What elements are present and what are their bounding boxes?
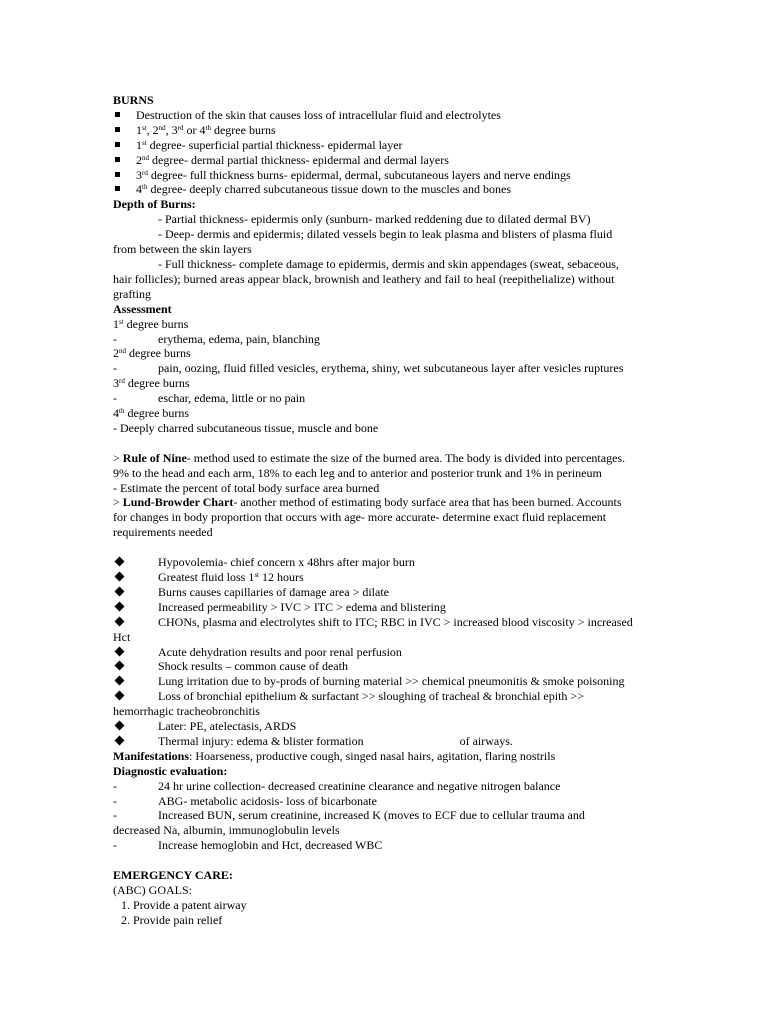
doc-title: BURNS: [113, 93, 154, 107]
list-item: Burns causes capillaries of damage area > dilate: [113, 585, 658, 600]
list-item: 4th degree- deeply charred subcutaneous tissue down to the muscles and bones: [113, 182, 658, 197]
depth-full-cont: grafting: [113, 286, 151, 301]
diagnostic-item: - ABG- metabolic acidosis- loss of bicarbonate: [113, 793, 377, 808]
assessment-degree: 3rd degree burns: [113, 376, 190, 391]
diamond-bullet-icon: [113, 689, 158, 704]
depth-deep-cont: from between the skin layers: [113, 242, 252, 257]
document-page: [113, 93, 658, 928]
diamond-bullet-icon: [113, 585, 158, 600]
list-item-cont: hemorrhagic tracheobronchitis: [113, 704, 260, 719]
assessment-heading: Assessment: [113, 301, 172, 316]
diagnostic-item: - Increased BUN, serum creatinine, increased K (moves to ECF due to cellular trauma and: [113, 808, 585, 823]
estimate-text: - Estimate the percent of total body surface area burned: [113, 480, 380, 495]
list-item: Later: PE, atelectasis, ARDS: [113, 719, 658, 734]
depth-deep: - Deep- dermis and epidermis; dilated vessels begin to leak plasma and blisters of plasma fluid: [158, 227, 613, 242]
list-item: 1st degree- superficial partial thickness- epidermal layer: [113, 138, 658, 153]
diamond-bullet-icon: [113, 674, 158, 689]
depth-full-cont: hair follicles); burned areas appear black, brownish and leathery and fail to heal (reepithelialize) without: [113, 271, 615, 286]
diamond-bullet-icon: [113, 600, 158, 615]
diagnostic-item: - 24 hr urine collection- decreased creatinine clearance and negative nitrogen balance: [113, 778, 561, 793]
list-item-cont: Hct: [113, 629, 131, 644]
list-item: Hypovolemia- chief concern x 48hrs after major burn: [113, 555, 658, 570]
manifestations: Manifestations: Hoarseness, productive cough, singed nasal hairs, agitation, flaring nostrils: [113, 748, 556, 763]
list-item: Greatest fluid loss 1st 12 hours: [113, 570, 658, 585]
diamond-bullet-icon: [113, 659, 158, 674]
goal-item: 1. Provide a patent airway: [121, 897, 247, 912]
depth-partial: - Partial thickness- epidermis only (sunburn- marked reddening due to dilated dermal BV): [158, 212, 591, 227]
assessment-degree: 1st degree burns: [113, 316, 189, 331]
depth-full: - Full thickness- complete damage to epidermis, dermis and skin appendages (sweat, sebaceous,: [158, 256, 619, 271]
rule-of-nine: > Rule of Nine- method used to estimate the size of the burned area. The body is divided into percentages.: [113, 450, 626, 465]
goal-item: 2. Provide pain relief: [121, 912, 223, 927]
assessment-degree: 4th degree burns: [113, 406, 190, 421]
rule-of-nine-cont: 9% to the head and each arm, 18% to each leg and to anterior and posterior trunk and 1% in perineum: [113, 465, 602, 480]
list-item: Destruction of the skin that causes loss of intracellular fluid and electrolytes: [113, 108, 658, 123]
list-item: Shock results – common cause of death: [113, 659, 658, 674]
square-bullet-icon: [113, 168, 136, 183]
diamond-bullet-icon: [113, 555, 158, 570]
diamond-bullet-icon: [113, 615, 158, 630]
goals-heading: (ABC) GOALS:: [113, 882, 193, 897]
list-item: Loss of bronchial epithelium & surfactant >> sloughing of tracheal & bronchial epith >>: [113, 689, 658, 704]
list-item: Acute dehydration results and poor renal perfusion: [113, 645, 658, 660]
square-bullet-icon: [113, 108, 136, 123]
list-item: 3rd degree- full thickness burns- epidermal, dermal, subcutaneous layers and nerve endings: [113, 168, 658, 183]
list-item: 2nd degree- dermal partial thickness- epidermal and dermal layers: [113, 153, 658, 168]
list-item: Thermal injury: edema & blister formation of airways.: [113, 734, 658, 749]
assessment-degree: 2nd degree burns: [113, 346, 191, 361]
list-item: CHONs, plasma and electrolytes shift to ITC; RBC in IVC > increased blood viscosity > increased: [113, 615, 658, 630]
diagnostic-item: - Increase hemoglobin and Hct, decreased WBC: [113, 838, 383, 853]
assessment-item: - Deeply charred subcutaneous tissue, muscle and bone: [113, 420, 379, 435]
diamond-bullet-icon: [113, 570, 158, 585]
lund-browder: > Lund-Browder Chart- another method of estimating body surface area that has been burned. Accounts: [113, 495, 622, 510]
diamond-bullet-icon: [113, 734, 158, 749]
list-item: Lung irritation due to by-prods of burning material >> chemical pneumonitis & smoke poisoning: [113, 674, 658, 689]
lund-browder-cont: requirements needed: [113, 525, 213, 540]
square-bullet-icon: [113, 182, 136, 197]
diamond-bullet-icon: [113, 719, 158, 734]
lund-browder-cont: for changes in body proportion that occurs with age- more accurate- determine exact fluid replacement: [113, 510, 607, 525]
assessment-item: - erythema, edema, pain, blanching: [113, 331, 320, 346]
diamond-bullet-icon: [113, 645, 158, 660]
square-bullet-icon: [113, 123, 136, 138]
emergency-heading: EMERGENCY CARE:: [113, 868, 233, 883]
depth-heading: Depth of Burns:: [113, 197, 196, 212]
list-item: Increased permeability > IVC > ITC > edema and blistering: [113, 600, 658, 615]
list-item: 1st, 2nd, 3rd or 4th degree burns: [113, 123, 658, 138]
assessment-item: - eschar, edema, little or no pain: [113, 391, 306, 406]
diagnostic-item-cont: decreased Na, albumin, immunoglobulin levels: [113, 823, 340, 838]
square-bullet-icon: [113, 153, 136, 168]
diagnostic-heading: Diagnostic evaluation:: [113, 763, 228, 778]
assessment-item: - pain, oozing, fluid filled vesicles, erythema, shiny, wet subcutaneous layer after vesicles ruptures: [113, 361, 624, 376]
square-bullet-icon: [113, 138, 136, 153]
